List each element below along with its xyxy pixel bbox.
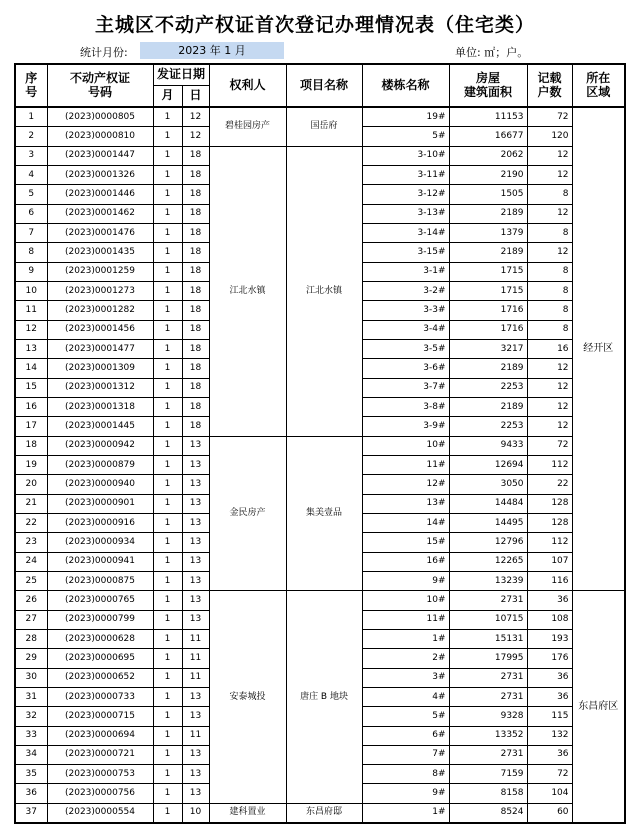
cell-cert: (2023)0000765 (47, 591, 153, 610)
cell-day: 12 (182, 107, 209, 127)
cell-count: 193 (527, 629, 572, 648)
cell-day: 18 (182, 320, 209, 339)
cell-cert: (2023)0000916 (47, 513, 153, 532)
cell-building: 6# (362, 726, 449, 745)
cell-building: 3-8# (362, 397, 449, 416)
cell-cert: (2023)0001462 (47, 204, 153, 223)
cell-seq: 22 (15, 513, 47, 532)
header-region: 所在 区域 (572, 64, 625, 107)
cell-area: 2731 (449, 745, 527, 764)
cell-seq: 27 (15, 610, 47, 629)
cell-building: 9# (362, 571, 449, 590)
cell-day: 18 (182, 397, 209, 416)
cell-day: 18 (182, 165, 209, 184)
table-row (15, 107, 625, 127)
header-cert: 不动产权证 号码 (47, 64, 153, 107)
cell-cert: (2023)0000940 (47, 475, 153, 494)
cell-month: 1 (153, 339, 182, 358)
table-row (15, 803, 625, 823)
cell-cert: (2023)0000721 (47, 745, 153, 764)
cell-month: 1 (153, 533, 182, 552)
cell-seq: 28 (15, 629, 47, 648)
cell-building: 12# (362, 475, 449, 494)
cell-count: 72 (527, 107, 572, 127)
cell-seq: 34 (15, 745, 47, 764)
cell-building: 3-13# (362, 204, 449, 223)
cell-month: 1 (153, 397, 182, 416)
cell-building: 3-10# (362, 146, 449, 165)
header-count: 记载 户数 (527, 64, 572, 107)
cell-building: 3-7# (362, 378, 449, 397)
cell-building: 3-5# (362, 339, 449, 358)
cell-seq: 17 (15, 417, 47, 436)
cell-day: 18 (182, 417, 209, 436)
cell-region: 东昌府区 (572, 591, 625, 823)
cell-building: 7# (362, 745, 449, 764)
cell-seq: 8 (15, 243, 47, 262)
cell-seq: 21 (15, 494, 47, 513)
cell-cert: (2023)0001447 (47, 146, 153, 165)
cell-count: 112 (527, 533, 572, 552)
cell-area: 3217 (449, 339, 527, 358)
cell-building: 10# (362, 591, 449, 610)
cell-building: 3-9# (362, 417, 449, 436)
cell-month: 1 (153, 687, 182, 706)
cell-day: 13 (182, 533, 209, 552)
cell-count: 12 (527, 359, 572, 378)
cell-region: 经开区 (572, 107, 625, 591)
cell-cert: (2023)0000879 (47, 455, 153, 474)
cell-month: 1 (153, 765, 182, 784)
cell-month: 1 (153, 359, 182, 378)
cell-day: 11 (182, 668, 209, 687)
cell-day: 18 (182, 359, 209, 378)
cell-area: 14495 (449, 513, 527, 532)
cell-cert: (2023)0001273 (47, 281, 153, 300)
cell-area: 10715 (449, 610, 527, 629)
cell-seq: 2 (15, 127, 47, 146)
cell-seq: 32 (15, 707, 47, 726)
cell-area: 2190 (449, 165, 527, 184)
cell-month: 1 (153, 552, 182, 571)
cell-area: 2189 (449, 243, 527, 262)
cell-project: 东昌府邸 (286, 803, 362, 823)
cell-count: 176 (527, 649, 572, 668)
cell-seq: 4 (15, 165, 47, 184)
cell-building: 5# (362, 127, 449, 146)
cell-month: 1 (153, 223, 182, 242)
cell-owner: 碧桂园房产 (209, 107, 286, 146)
cell-count: 8 (527, 301, 572, 320)
cell-count: 8 (527, 281, 572, 300)
cell-area: 1715 (449, 262, 527, 281)
cell-cert: (2023)0000805 (47, 107, 153, 127)
cell-seq: 5 (15, 185, 47, 204)
table-row (15, 436, 625, 455)
cell-count: 36 (527, 668, 572, 687)
cell-seq: 26 (15, 591, 47, 610)
cell-area: 2253 (449, 417, 527, 436)
cell-month: 1 (153, 185, 182, 204)
cell-count: 12 (527, 397, 572, 416)
cell-day: 13 (182, 494, 209, 513)
cell-building: 11# (362, 610, 449, 629)
cell-month: 1 (153, 417, 182, 436)
cell-cert: (2023)0001326 (47, 165, 153, 184)
cell-day: 13 (182, 610, 209, 629)
cell-area: 1716 (449, 320, 527, 339)
cell-area: 2253 (449, 378, 527, 397)
cell-cert: (2023)0000799 (47, 610, 153, 629)
cell-seq: 15 (15, 378, 47, 397)
cell-cert: (2023)0000695 (47, 649, 153, 668)
cell-cert: (2023)0001309 (47, 359, 153, 378)
cell-area: 13239 (449, 571, 527, 590)
cell-month: 1 (153, 165, 182, 184)
cell-building: 3-14# (362, 223, 449, 242)
cell-day: 18 (182, 146, 209, 165)
cell-owner: 金民房产 (209, 436, 286, 591)
cell-day: 13 (182, 552, 209, 571)
cell-seq: 33 (15, 726, 47, 745)
cell-count: 128 (527, 513, 572, 532)
cell-seq: 29 (15, 649, 47, 668)
cell-month: 1 (153, 668, 182, 687)
cell-month: 1 (153, 204, 182, 223)
cell-area: 2731 (449, 668, 527, 687)
cell-day: 13 (182, 765, 209, 784)
cell-count: 12 (527, 417, 572, 436)
header-seq: 序 号 (15, 64, 47, 107)
cell-day: 13 (182, 784, 209, 803)
cell-count: 12 (527, 204, 572, 223)
cell-area: 12265 (449, 552, 527, 571)
cell-day: 18 (182, 301, 209, 320)
cell-building: 8# (362, 765, 449, 784)
cell-area: 2731 (449, 687, 527, 706)
header-building: 楼栋名称 (362, 64, 449, 107)
cell-cert: (2023)0000756 (47, 784, 153, 803)
cell-day: 18 (182, 339, 209, 358)
cell-seq: 19 (15, 455, 47, 474)
cell-month: 1 (153, 127, 182, 146)
stat-month-label: 统计月份: (80, 46, 128, 59)
header-area: 房屋 建筑面积 (449, 64, 527, 107)
cell-seq: 10 (15, 281, 47, 300)
cell-month: 1 (153, 494, 182, 513)
cell-cert: (2023)0000652 (47, 668, 153, 687)
cell-area: 2189 (449, 204, 527, 223)
cell-month: 1 (153, 107, 182, 127)
cell-area: 12796 (449, 533, 527, 552)
cell-count: 8 (527, 185, 572, 204)
cell-cert: (2023)0000733 (47, 687, 153, 706)
cell-building: 3-3# (362, 301, 449, 320)
cell-month: 1 (153, 784, 182, 803)
cell-month: 1 (153, 745, 182, 764)
cell-cert: (2023)0000810 (47, 127, 153, 146)
cell-month: 1 (153, 591, 182, 610)
cell-day: 13 (182, 707, 209, 726)
cell-area: 2062 (449, 146, 527, 165)
cell-area: 9433 (449, 436, 527, 455)
cell-month: 1 (153, 436, 182, 455)
cell-cert: (2023)0000628 (47, 629, 153, 648)
cell-count: 112 (527, 455, 572, 474)
cell-seq: 35 (15, 765, 47, 784)
cell-area: 14484 (449, 494, 527, 513)
cell-seq: 24 (15, 552, 47, 571)
cell-day: 18 (182, 262, 209, 281)
cell-cert: (2023)0001476 (47, 223, 153, 242)
cell-seq: 18 (15, 436, 47, 455)
cell-cert: (2023)0000942 (47, 436, 153, 455)
cell-day: 18 (182, 281, 209, 300)
cell-building: 4# (362, 687, 449, 706)
cell-month: 1 (153, 243, 182, 262)
cell-building: 11# (362, 455, 449, 474)
cell-day: 13 (182, 571, 209, 590)
cell-month: 1 (153, 455, 182, 474)
cell-area: 2189 (449, 397, 527, 416)
cell-cert: (2023)0001446 (47, 185, 153, 204)
cell-area: 8158 (449, 784, 527, 803)
cell-day: 11 (182, 649, 209, 668)
cell-seq: 12 (15, 320, 47, 339)
cell-day: 11 (182, 726, 209, 745)
cell-count: 8 (527, 320, 572, 339)
cell-building: 15# (362, 533, 449, 552)
cell-cert: (2023)0001477 (47, 339, 153, 358)
cell-building: 3# (362, 668, 449, 687)
cell-cert: (2023)0001312 (47, 378, 153, 397)
cell-seq: 31 (15, 687, 47, 706)
cell-day: 18 (182, 378, 209, 397)
cell-month: 1 (153, 610, 182, 629)
cell-count: 36 (527, 591, 572, 610)
cell-project: 江北水镇 (286, 146, 362, 436)
cell-month: 1 (153, 262, 182, 281)
cell-seq: 11 (15, 301, 47, 320)
cell-count: 36 (527, 687, 572, 706)
cell-month: 1 (153, 301, 182, 320)
cell-cert: (2023)0001282 (47, 301, 153, 320)
cell-area: 1715 (449, 281, 527, 300)
cell-day: 13 (182, 436, 209, 455)
cell-building: 3-1# (362, 262, 449, 281)
cell-building: 3-12# (362, 185, 449, 204)
cell-cert: (2023)0001259 (47, 262, 153, 281)
header-project: 项目名称 (286, 64, 362, 107)
cell-cert: (2023)0001445 (47, 417, 153, 436)
cell-building: 16# (362, 552, 449, 571)
table-row (15, 591, 625, 610)
cell-count: 120 (527, 127, 572, 146)
cell-area: 3050 (449, 475, 527, 494)
cell-building: 2# (362, 649, 449, 668)
header-month: 月 (153, 86, 182, 108)
cell-day: 18 (182, 185, 209, 204)
cell-project: 唐庄 B 地块 (286, 591, 362, 804)
cell-building: 1# (362, 629, 449, 648)
cell-owner: 建科置业 (209, 803, 286, 823)
cell-day: 18 (182, 223, 209, 242)
cell-building: 3-11# (362, 165, 449, 184)
cell-building: 19# (362, 107, 449, 127)
cell-building: 14# (362, 513, 449, 532)
cell-cert: (2023)0000941 (47, 552, 153, 571)
cell-cert: (2023)0000554 (47, 803, 153, 823)
header-day: 日 (182, 86, 209, 108)
cell-count: 22 (527, 475, 572, 494)
cell-seq: 37 (15, 803, 47, 823)
cell-day: 12 (182, 127, 209, 146)
cell-count: 108 (527, 610, 572, 629)
stat-month-value: 2023 年 1 月 (140, 42, 284, 59)
cell-building: 3-15# (362, 243, 449, 262)
cell-cert: (2023)0001456 (47, 320, 153, 339)
cell-day: 13 (182, 745, 209, 764)
cell-cert: (2023)0001318 (47, 397, 153, 416)
cell-seq: 16 (15, 397, 47, 416)
cell-seq: 9 (15, 262, 47, 281)
cell-month: 1 (153, 513, 182, 532)
cell-building: 10# (362, 436, 449, 455)
cell-seq: 1 (15, 107, 47, 127)
cell-area: 2189 (449, 359, 527, 378)
cell-day: 13 (182, 687, 209, 706)
cell-area: 7159 (449, 765, 527, 784)
cell-day: 13 (182, 455, 209, 474)
cell-month: 1 (153, 707, 182, 726)
cell-count: 60 (527, 803, 572, 823)
cell-month: 1 (153, 649, 182, 668)
unit-label: 单位: ㎡；户。 (455, 46, 529, 59)
cell-area: 1379 (449, 223, 527, 242)
cell-count: 115 (527, 707, 572, 726)
cell-project: 国岳府 (286, 107, 362, 146)
cell-count: 72 (527, 765, 572, 784)
table-row (15, 146, 625, 165)
cell-project: 集美壹品 (286, 436, 362, 591)
cell-area: 2731 (449, 591, 527, 610)
cell-month: 1 (153, 378, 182, 397)
cell-area: 17995 (449, 649, 527, 668)
registration-table (14, 63, 626, 824)
cell-month: 1 (153, 629, 182, 648)
cell-building: 9# (362, 784, 449, 803)
cell-area: 9328 (449, 707, 527, 726)
cell-count: 8 (527, 262, 572, 281)
cell-cert: (2023)0000934 (47, 533, 153, 552)
cell-cert: (2023)0000875 (47, 571, 153, 590)
cell-cert: (2023)0000715 (47, 707, 153, 726)
cell-area: 15131 (449, 629, 527, 648)
cell-seq: 20 (15, 475, 47, 494)
cell-count: 36 (527, 745, 572, 764)
cell-count: 12 (527, 378, 572, 397)
cell-count: 8 (527, 223, 572, 242)
cell-count: 104 (527, 784, 572, 803)
cell-month: 1 (153, 281, 182, 300)
cell-cert: (2023)0000753 (47, 765, 153, 784)
cell-count: 12 (527, 243, 572, 262)
header-owner: 权利人 (209, 64, 286, 107)
cell-seq: 13 (15, 339, 47, 358)
cell-count: 12 (527, 165, 572, 184)
cell-seq: 30 (15, 668, 47, 687)
cell-owner: 安泰城投 (209, 591, 286, 804)
cell-area: 12694 (449, 455, 527, 474)
cell-month: 1 (153, 726, 182, 745)
cell-count: 116 (527, 571, 572, 590)
cell-month: 1 (153, 146, 182, 165)
cell-cert: (2023)0000694 (47, 726, 153, 745)
cell-seq: 14 (15, 359, 47, 378)
cell-seq: 3 (15, 146, 47, 165)
cell-day: 10 (182, 803, 209, 823)
cell-count: 132 (527, 726, 572, 745)
cell-seq: 6 (15, 204, 47, 223)
cell-area: 1716 (449, 301, 527, 320)
header-date: 发证日期 (153, 64, 209, 86)
cell-building: 13# (362, 494, 449, 513)
cell-count: 12 (527, 146, 572, 165)
table-body (15, 107, 625, 823)
cell-month: 1 (153, 571, 182, 590)
cell-month: 1 (153, 475, 182, 494)
cell-seq: 25 (15, 571, 47, 590)
cell-month: 1 (153, 803, 182, 823)
cell-area: 16677 (449, 127, 527, 146)
cell-building: 3-4# (362, 320, 449, 339)
cell-building: 3-2# (362, 281, 449, 300)
cell-building: 1# (362, 803, 449, 823)
cell-count: 107 (527, 552, 572, 571)
cell-day: 13 (182, 591, 209, 610)
cell-area: 11153 (449, 107, 527, 127)
cell-owner: 江北水镇 (209, 146, 286, 436)
cell-day: 18 (182, 204, 209, 223)
cell-month: 1 (153, 320, 182, 339)
cell-day: 18 (182, 243, 209, 262)
cell-cert: (2023)0001435 (47, 243, 153, 262)
cell-area: 8524 (449, 803, 527, 823)
cell-building: 5# (362, 707, 449, 726)
cell-count: 72 (527, 436, 572, 455)
cell-area: 1505 (449, 185, 527, 204)
cell-building: 3-6# (362, 359, 449, 378)
cell-day: 11 (182, 629, 209, 648)
page-title: 主城区不动产权证首次登记办理情况表（住宅类） (94, 14, 535, 36)
cell-seq: 23 (15, 533, 47, 552)
cell-seq: 36 (15, 784, 47, 803)
cell-count: 128 (527, 494, 572, 513)
cell-day: 13 (182, 475, 209, 494)
cell-count: 16 (527, 339, 572, 358)
cell-seq: 7 (15, 223, 47, 242)
cell-cert: (2023)0000901 (47, 494, 153, 513)
cell-day: 13 (182, 513, 209, 532)
cell-area: 13352 (449, 726, 527, 745)
